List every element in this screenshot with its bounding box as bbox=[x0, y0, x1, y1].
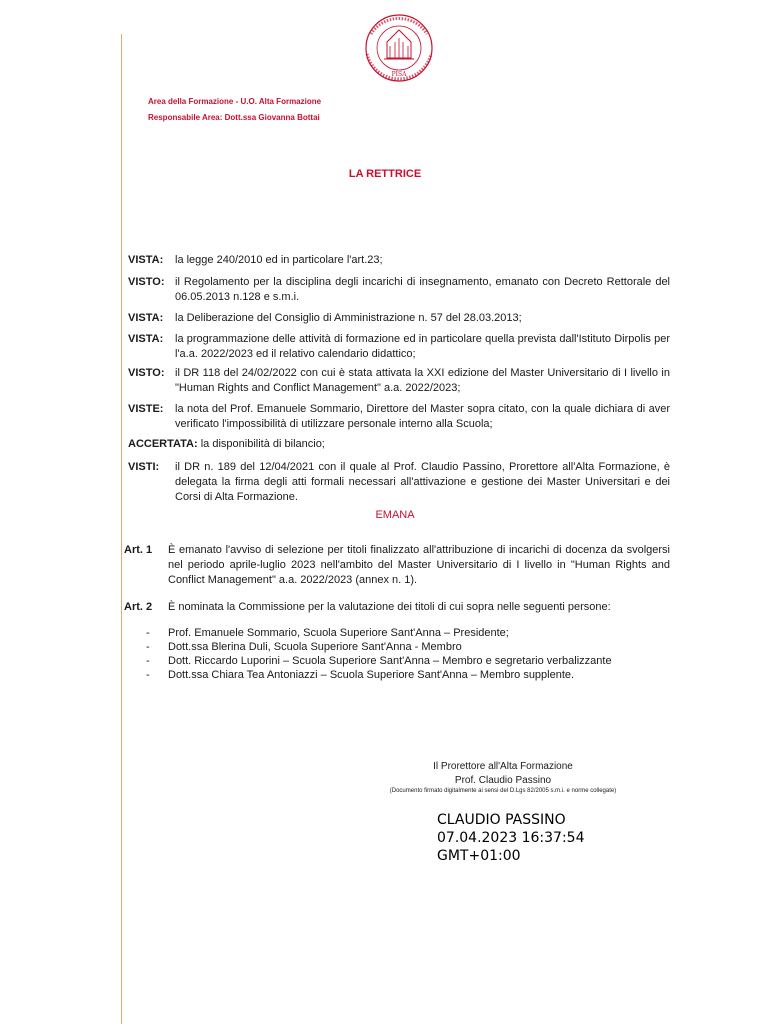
article-label: Art. 1 bbox=[124, 544, 153, 556]
clause-line: ACCERTATA: la disponibilità di bilancio; bbox=[128, 438, 325, 450]
clause-label: VISTO: bbox=[128, 276, 165, 288]
clause-text: la nota del Prof. Emanuele Sommario, Direttore del Master sopra citato, con la quale dichiara di aver verificato l'impossibilità di utilizzare personale interno alla Scuola; bbox=[175, 403, 670, 430]
clause-label: VISTO: bbox=[128, 367, 165, 379]
clause-label: VISTA: bbox=[128, 333, 164, 345]
commission-member-list bbox=[146, 626, 612, 682]
clause-label: VISTA: bbox=[128, 312, 164, 324]
svg-text:PISA: PISA bbox=[391, 71, 407, 78]
clause-text: la legge 240/2010 ed in particolare l'art.23; bbox=[175, 254, 383, 266]
document-title: LA RETTRICE bbox=[348, 168, 422, 180]
clause-label: VISTE: bbox=[128, 403, 164, 415]
article-text: È emanato l'avviso di selezione per titoli finalizzato all'attribuzione di incarichi di docenza da svolgersi nel periodo aprile-luglio 2023 nell'ambito del Master Universitario di I livello in "Human Rights and Conflict Management" a.a. 2022/2023 (annex n. 1). bbox=[168, 544, 670, 586]
clause-viste-nota bbox=[128, 402, 670, 432]
clause-text: la disponibilità di bilancio; bbox=[200, 438, 325, 450]
clause-label: VISTI: bbox=[128, 461, 160, 473]
clause-vista-legge bbox=[128, 253, 670, 268]
stamp-timezone: GMT+01:00 bbox=[437, 848, 521, 864]
emana-heading: EMANA bbox=[375, 509, 415, 521]
responsabile-area-label: Responsabile Area: Dott.ssa Giovanna Bottai bbox=[148, 113, 320, 122]
article-1 bbox=[124, 543, 670, 588]
stamp-name: CLAUDIO PASSINO bbox=[437, 812, 566, 828]
clause-visti-dr189 bbox=[128, 460, 670, 505]
clause-text: il DR 118 del 24/02/2022 con cui è stata attivata la XXI edizione del Master Universitario di I livello in "Human Rights and Conflict Management" a.a. 2022/2023; bbox=[175, 367, 670, 394]
list-item: - Dott. Riccardo Luporini – Scuola Superiore Sant'Anna – Membro e segretario verbalizzante bbox=[146, 654, 612, 668]
clause-text: il DR n. 189 del 12/04/2021 con il quale al Prof. Claudio Passino, Prorettore all'Alta Formazione, è delegata la firma degli atti formali necessari all'attivazione e gestione dei Master Universitari e dei Corsi di Alta Formazione. bbox=[175, 461, 670, 503]
clause-accertata bbox=[128, 437, 670, 452]
clause-text: la Deliberazione del Consiglio di Amministrazione n. 57 del 28.03.2013; bbox=[175, 312, 522, 324]
article-label: Art. 2 bbox=[124, 601, 153, 613]
list-item: - Dott.ssa Chiara Tea Antoniazzi – Scuola Superiore Sant'Anna – Membro supplente. bbox=[146, 668, 612, 682]
area-formazione-label: Area della Formazione - U.O. Alta Formazione bbox=[148, 97, 322, 106]
list-item: - Dott.ssa Blerina Duli, Scuola Superiore Sant'Anna - Membro bbox=[146, 640, 612, 654]
stamp-date: 07.04.2023 16:37:54 bbox=[437, 830, 585, 846]
clause-label: VISTA: bbox=[128, 254, 164, 266]
article-text: È nominata la Commissione per la valutazione dei titoli di cui sopra nelle seguenti persone: bbox=[168, 601, 611, 613]
clause-label: ACCERTATA bbox=[128, 438, 194, 450]
clause-visto-regolamento bbox=[128, 275, 670, 305]
digital-signature-note: (Documento firmato digitalmente ai sensi del D.Lgs 82/2005 s.m.i. e norme collegate) bbox=[389, 788, 617, 794]
list-item: - Prof. Emanuele Sommario, Scuola Superiore Sant'Anna – Presidente; bbox=[146, 626, 612, 640]
clause-visto-dr118 bbox=[128, 366, 670, 396]
clause-text: il Regolamento per la disciplina degli incarichi di insegnamento, emanato con Decreto Rettorale del 06.05.2013 n.128 e s.m.i. bbox=[175, 276, 670, 303]
clause-vista-programmazione bbox=[128, 332, 670, 362]
signatory-name: Prof. Claudio Passino bbox=[454, 775, 552, 786]
signatory-role: Il Prorettore all'Alta Formazione bbox=[433, 761, 573, 772]
page-margin-line bbox=[121, 34, 122, 1024]
university-seal-logo bbox=[357, 12, 441, 84]
article-2 bbox=[124, 600, 670, 615]
digital-signature-stamp bbox=[437, 811, 585, 865]
clause-text: la programmazione delle attività di formazione ed in particolare quella prevista dall'Istituto Dirpolis per l'a.a. 2022/2023 ed il relativo calendario didattico; bbox=[175, 333, 670, 360]
clause-vista-deliberazione bbox=[128, 311, 670, 326]
